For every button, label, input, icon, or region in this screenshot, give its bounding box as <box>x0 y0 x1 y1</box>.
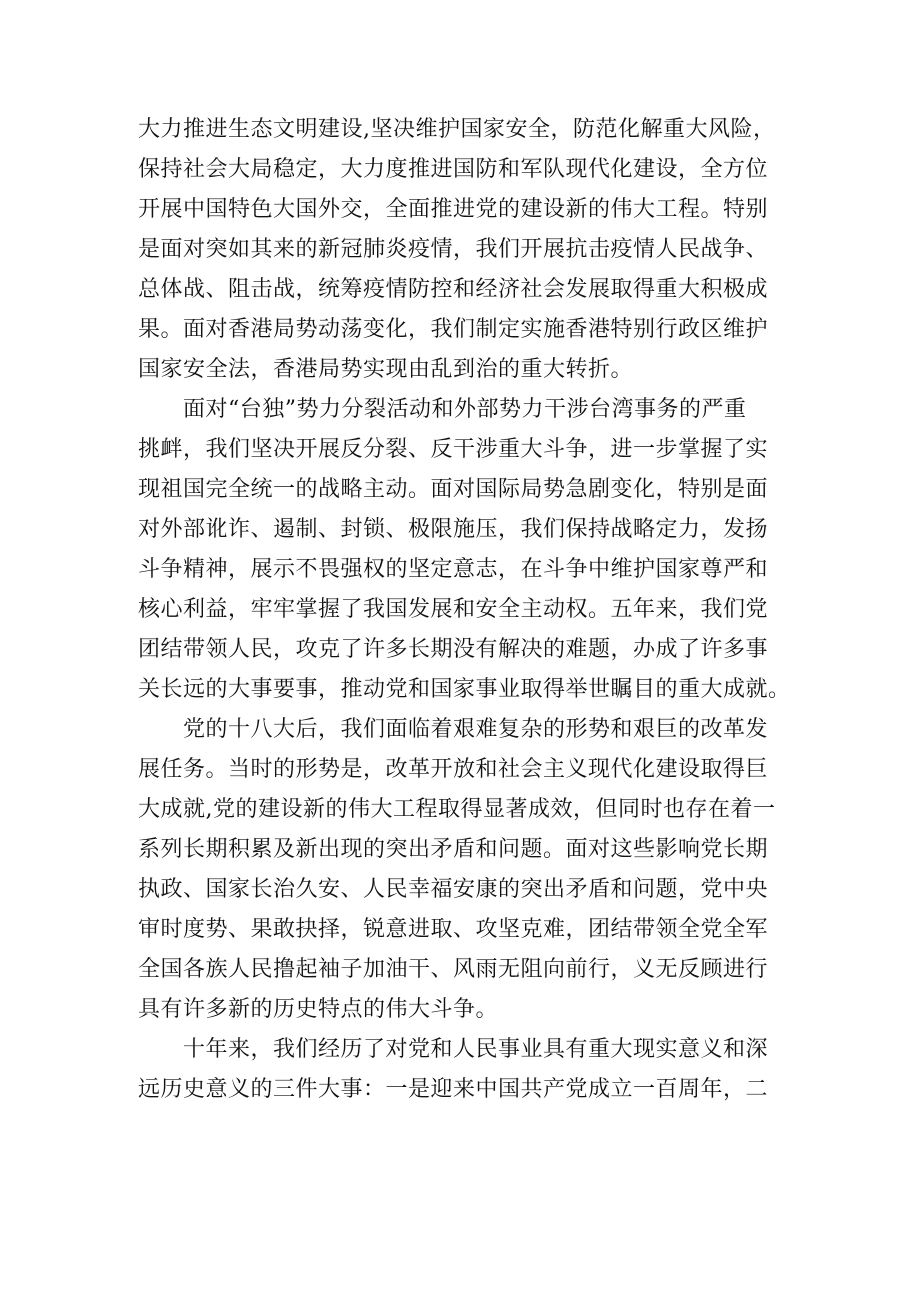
text-line: 斗争精神，展示不畏强权的坚定意志，在斗争中维护国家尊严和 <box>138 557 769 582</box>
text-line: 现祖国完全统一的战略主动。面对国际局势急剧变化，特别是面 <box>138 477 769 502</box>
text-line: 挑衅，我们坚决开展反分裂、反干涉重大斗争，进一步掌握了实 <box>138 437 769 462</box>
paragraph-first-line: 十年来，我们经历了对党和人民事业具有重大现实意义和深 <box>183 1037 769 1062</box>
text-line: 系列长期积累及新出现的突出矛盾和问题。面对这些影响党长期 <box>138 837 769 862</box>
text-line: 保持社会大局稳定，大力度推进国防和军队现代化建设，全方位 <box>138 157 769 182</box>
text-line: 执政、国家长治久安、人民幸福安康的突出矛盾和问题，党中央 <box>138 877 769 902</box>
body-text <box>138 110 791 1110</box>
text-line: 关长远的大事要事，推动党和国家事业取得举世瞩目的重大成就。 <box>138 677 791 702</box>
text-line: 开展中国特色大国外交，全面推进党的建设新的伟大工程。特别 <box>138 197 769 222</box>
text-line: 审时度势、果敢抉择，锐意进取、攻坚克难，团结带领全党全军 <box>138 917 769 942</box>
text-line: 全国各族人民撸起袖子加油干、风雨无阻向前行，义无反顾进行 <box>138 957 769 982</box>
text-line: 大力推进生态文明建设,坚决维护国家安全，防范化解重大风险， <box>138 117 776 142</box>
text-line: 国家安全法，香港局势实现由乱到治的重大转折。 <box>138 357 634 382</box>
text-line: 团结带领人民，攻克了许多长期没有解决的难题，办成了许多事 <box>138 637 769 662</box>
text-line: 核心利益，牢牢掌握了我国发展和安全主动权。五年来，我们党 <box>138 597 769 622</box>
text-line: 远历史意义的三件大事：一是迎来中国共产党成立一百周年，二 <box>138 1077 769 1102</box>
text-line: 总体战、阻击战，统筹疫情防控和经济社会发展取得重大积极成 <box>138 277 769 302</box>
text-line: 对外部讹诈、遏制、封锁、极限施压，我们保持战略定力，发扬 <box>138 517 769 542</box>
paragraph-first-line: 面对“台独”势力分裂活动和外部势力干涉台湾事务的严重 <box>183 397 747 422</box>
text-line: 展任务。当时的形势是，改革开放和社会主义现代化建设取得巨 <box>138 757 769 782</box>
text-line: 具有许多新的历史特点的伟大斗争。 <box>138 997 499 1022</box>
text-line: 是面对突如其来的新冠肺炎疫情，我们开展抗击疫情人民战争、 <box>138 237 769 262</box>
paragraph-first-line: 党的十八大后，我们面临着艰难复杂的形势和艰巨的改革发 <box>183 717 769 742</box>
text-line: 大成就,党的建设新的伟大工程取得显著成效，但同时也存在着一 <box>138 797 776 822</box>
text-line: 果。面对香港局势动荡变化，我们制定实施香港特别行政区维护 <box>138 317 769 342</box>
